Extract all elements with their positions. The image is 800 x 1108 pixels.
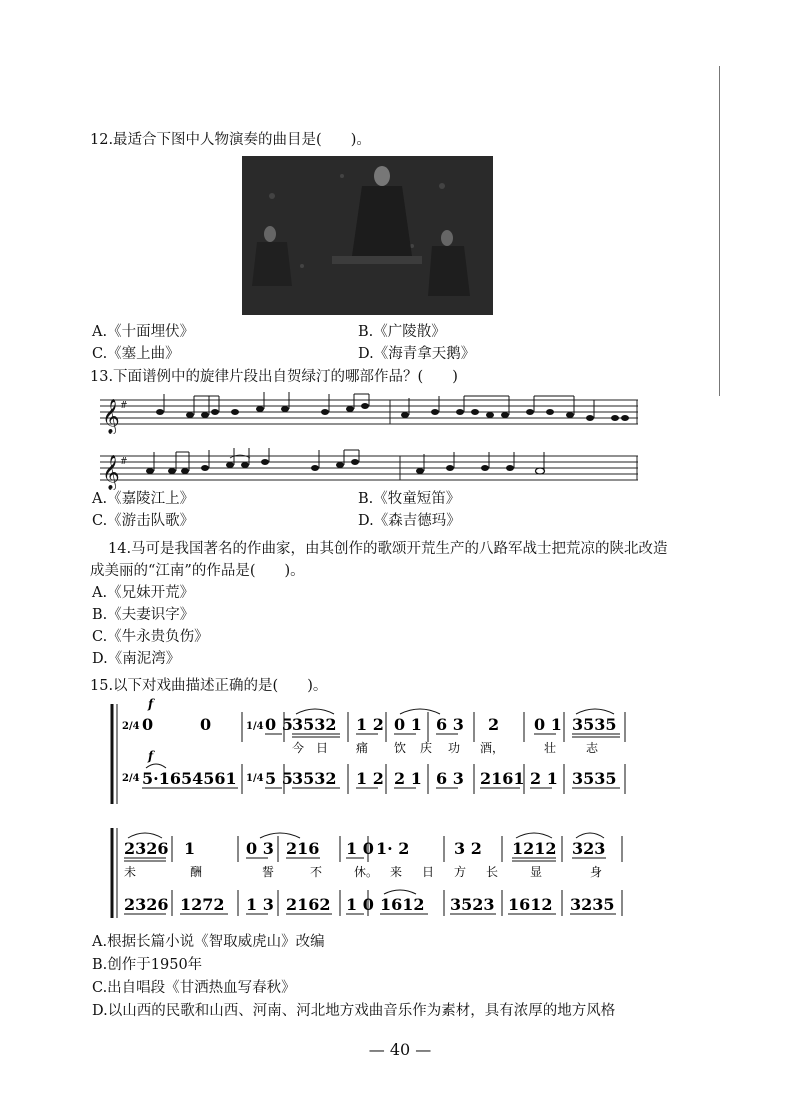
svg-text:2 1: 2 1 [394, 769, 422, 788]
svg-text:2: 2 [488, 715, 500, 734]
q15-option-b: B.创作于1950年 [92, 957, 203, 973]
svg-text:1612: 1612 [508, 895, 553, 914]
q12-option-b: B.《广陵散》 [358, 324, 446, 340]
q15-option-d: D.以山西的民歌和山西、河南、河北地方戏曲音乐作为素材，具有浓厚的地方风格 [92, 1003, 616, 1019]
jianpu-system-2 [110, 822, 630, 924]
svg-text:1 3: 1 3 [246, 895, 274, 914]
svg-text:酒，: 酒， [480, 741, 505, 755]
svg-text:6 3: 6 3 [436, 769, 464, 788]
svg-text:日: 日 [316, 741, 329, 755]
svg-text:2 1: 2 1 [530, 769, 558, 788]
time-sig-1-4-a: 1/4 [246, 721, 264, 732]
q14-option-c: C.《牛永贵负伤》 [92, 629, 209, 645]
svg-text:身: 身 [590, 865, 603, 879]
svg-text:3535: 3535 [572, 769, 617, 788]
svg-text:未: 未 [124, 865, 137, 879]
svg-text:壮: 壮 [544, 741, 557, 755]
svg-text:2326: 2326 [124, 895, 169, 914]
svg-text:0 1: 0 1 [534, 715, 562, 734]
svg-text:痛: 痛 [356, 741, 369, 755]
svg-text:0: 0 [142, 715, 154, 734]
svg-text:0: 0 [200, 715, 212, 734]
svg-text:#: # [120, 401, 128, 411]
q12-option-c: C.《塞上曲》 [92, 346, 180, 362]
svg-text:0 1: 0 1 [394, 715, 422, 734]
q15-option-a: A.根据长篇小说《智取威虎山》改编 [92, 934, 325, 950]
svg-text:𝄞: 𝄞 [102, 399, 120, 434]
svg-text:长: 长 [486, 865, 499, 879]
page-number: — 40 — [368, 1040, 432, 1059]
svg-text:饮: 饮 [394, 741, 407, 755]
svg-text:日: 日 [422, 865, 435, 879]
margin-rule [719, 66, 720, 396]
svg-text:功: 功 [448, 741, 461, 755]
q12-stem: 12.最适合下图中人物演奏的曲目是( )。 [90, 132, 371, 148]
svg-text:休。: 休。 [354, 865, 379, 879]
svg-text:3235: 3235 [570, 895, 615, 914]
staff-line-2 [100, 446, 638, 490]
time-sig-2-4-a: 2/4 [122, 721, 140, 732]
svg-text:2162: 2162 [286, 895, 331, 914]
svg-text:3532: 3532 [292, 715, 337, 734]
svg-text:方: 方 [454, 865, 467, 879]
jianpu-system-1 [110, 698, 630, 810]
q14-option-b: B.《夫妻识字》 [92, 607, 195, 623]
svg-text:来: 来 [390, 865, 403, 879]
svg-text:今: 今 [292, 741, 305, 755]
svg-text:志: 志 [586, 741, 599, 755]
q12-option-a: A.《十面埋伏》 [92, 324, 195, 340]
q15-option-c: C.出自唱段《甘洒热血写春秋》 [92, 980, 296, 996]
svg-text:誓: 誓 [262, 865, 275, 879]
svg-text:1612: 1612 [380, 895, 425, 914]
q13-stem: 13.下面谱例中的旋律片段出自贺绿汀的哪部作品？( ) [90, 369, 458, 385]
q14-option-d: D.《南泥湾》 [92, 651, 181, 667]
svg-text:1 0: 1 0 [346, 839, 374, 858]
svg-text:1: 1 [184, 839, 196, 858]
svg-text:3535: 3535 [572, 715, 617, 734]
svg-text:216: 216 [286, 839, 320, 858]
svg-text:2326: 2326 [124, 839, 169, 858]
svg-text:0 3: 0 3 [246, 839, 274, 858]
svg-text:显: 显 [530, 865, 543, 879]
svg-text:1 2: 1 2 [356, 715, 384, 734]
q13-option-d: D.《森吉德玛》 [358, 513, 461, 529]
svg-text:3532: 3532 [292, 769, 337, 788]
q14-stem-line2: 成美丽的“江南”的作品是( )。 [90, 563, 305, 579]
q14-option-a: A.《兄妹开荒》 [92, 585, 195, 601]
svg-text:3 2: 3 2 [454, 839, 482, 858]
dynamic-mark-2: f [148, 749, 154, 763]
time-sig-1-4-b: 1/4 [246, 773, 264, 784]
svg-text:1272: 1272 [180, 895, 225, 914]
q15-stem: 15.以下对戏曲描述正确的是( )。 [90, 678, 328, 694]
svg-text:酬: 酬 [190, 865, 203, 879]
svg-text:𝄞: 𝄞 [102, 455, 120, 490]
svg-text:5·1654561: 5·1654561 [142, 769, 237, 788]
q14-stem-line1: 14.马可是我国著名的作曲家，由其创作的歌颂开荒生产的八路军战士把荒凉的陕北改造 [108, 541, 668, 557]
svg-text:3523: 3523 [450, 895, 495, 914]
time-sig-2-4-b: 2/4 [122, 773, 140, 784]
svg-text:不: 不 [310, 865, 323, 879]
svg-text:1· 2: 1· 2 [376, 839, 410, 858]
svg-text:6 3: 6 3 [436, 715, 464, 734]
q13-option-c: C.《游击队歌》 [92, 513, 195, 529]
dynamic-mark-1: f [148, 698, 154, 711]
svg-text:5 5: 5 5 [265, 769, 293, 788]
svg-text:0 5: 0 5 [265, 715, 293, 734]
staff-line-1 [100, 390, 638, 434]
q13-option-b: B.《牧童短笛》 [358, 491, 461, 507]
svg-text:#: # [120, 457, 128, 467]
svg-text:庆: 庆 [420, 741, 433, 755]
q12-option-d: D.《海青拿天鹅》 [358, 346, 476, 362]
performer-photo [242, 156, 493, 315]
svg-text:1212: 1212 [512, 839, 557, 858]
q13-option-a: A.《嘉陵江上》 [92, 491, 195, 507]
svg-text:1 0: 1 0 [346, 895, 374, 914]
svg-text:2161: 2161 [480, 769, 525, 788]
svg-text:323: 323 [572, 839, 606, 858]
svg-text:1 2: 1 2 [356, 769, 384, 788]
